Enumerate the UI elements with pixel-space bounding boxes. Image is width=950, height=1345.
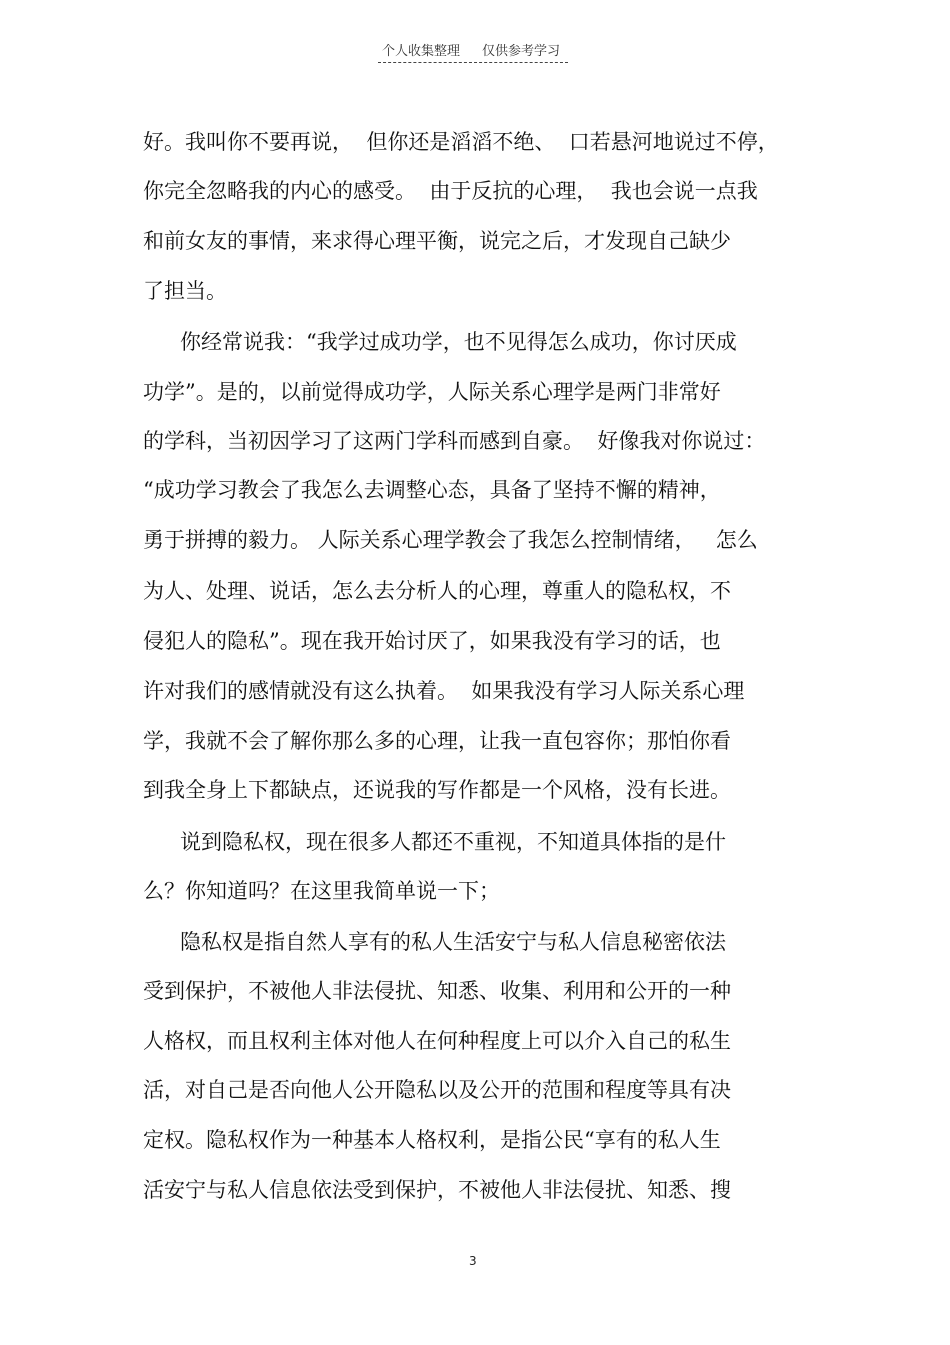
- text-line: 人格权，而且权利主体对他人在何种程度上可以介入自己的私生: [143, 1029, 731, 1053]
- text-line: 和前女友的事情，来求得心理平衡，说完之后，才发现自己缺少: [143, 229, 731, 253]
- text-line: 许对我们的感情就没有这么执着。 如果我没有学习人际关系心理: [143, 679, 745, 703]
- text-line: 为人、处理、说话，怎么去分析人的心理，尊重人的隐私权，不: [143, 579, 731, 603]
- text-line: 侵犯人的隐私”。现在我开始讨厌了，如果我没有学习的话，也: [143, 629, 721, 653]
- text-line: 说到隐私权，现在很多人都还不重视，不知道具体指的是什: [180, 830, 726, 854]
- text-line: 你完全忽略我的内心的感受。 由于反抗的心理， 我也会说一点我: [143, 179, 758, 203]
- text-line: 学，我就不会了解你那么多的心理，让我一直包容你；那怕你看: [143, 729, 731, 753]
- text-line: 定权。隐私权作为一种基本人格权利，是指公民“享有的私人生: [143, 1128, 721, 1152]
- text-line: 活安宁与私人信息依法受到保护，不被他人非法侵扰、知悉、搜: [143, 1178, 731, 1202]
- header-right-text: 仅供参考学习: [482, 44, 561, 59]
- text-line: 了担当。: [143, 279, 227, 303]
- text-line: 功学”。是的，以前觉得成功学，人际关系心理学是两门非常好: [143, 380, 721, 404]
- page-number: 3: [469, 1254, 477, 1268]
- text-line: 的学科，当初因学习了这两门学科而感到自豪。 好像我对你说过：: [143, 429, 766, 453]
- text-line: 受到保护，不被他人非法侵扰、知悉、收集、利用和公开的一种: [143, 979, 731, 1003]
- text-line: 活，对自己是否向他人公开隐私以及公开的范围和程度等具有决: [143, 1078, 731, 1102]
- text-line: 隐私权是指自然人享有的私人生活安宁与私人信息秘密依法: [180, 930, 726, 954]
- text-line: 你经常说我：“我学过成功学，也不见得怎么成功，你讨厌成: [180, 330, 737, 354]
- header-left-text: 个人收集整理: [382, 44, 461, 59]
- text-line: 么？你知道吗？在这里我简单说一下；: [143, 879, 500, 903]
- page-header: [378, 38, 568, 63]
- text-line: “成功学习教会了我怎么去调整心态，具备了坚持不懈的精神，: [143, 478, 721, 502]
- text-line: 勇于拼搏的毅力。 人际关系心理学教会了我怎么控制情绪， 怎么: [143, 528, 758, 552]
- text-line: 到我全身上下都缺点，还说我的写作都是一个风格，没有长进。: [143, 778, 731, 802]
- text-line: 好。我叫你不要再说， 但你还是滔滔不绝、 口若悬河地说过不停，: [143, 130, 779, 154]
